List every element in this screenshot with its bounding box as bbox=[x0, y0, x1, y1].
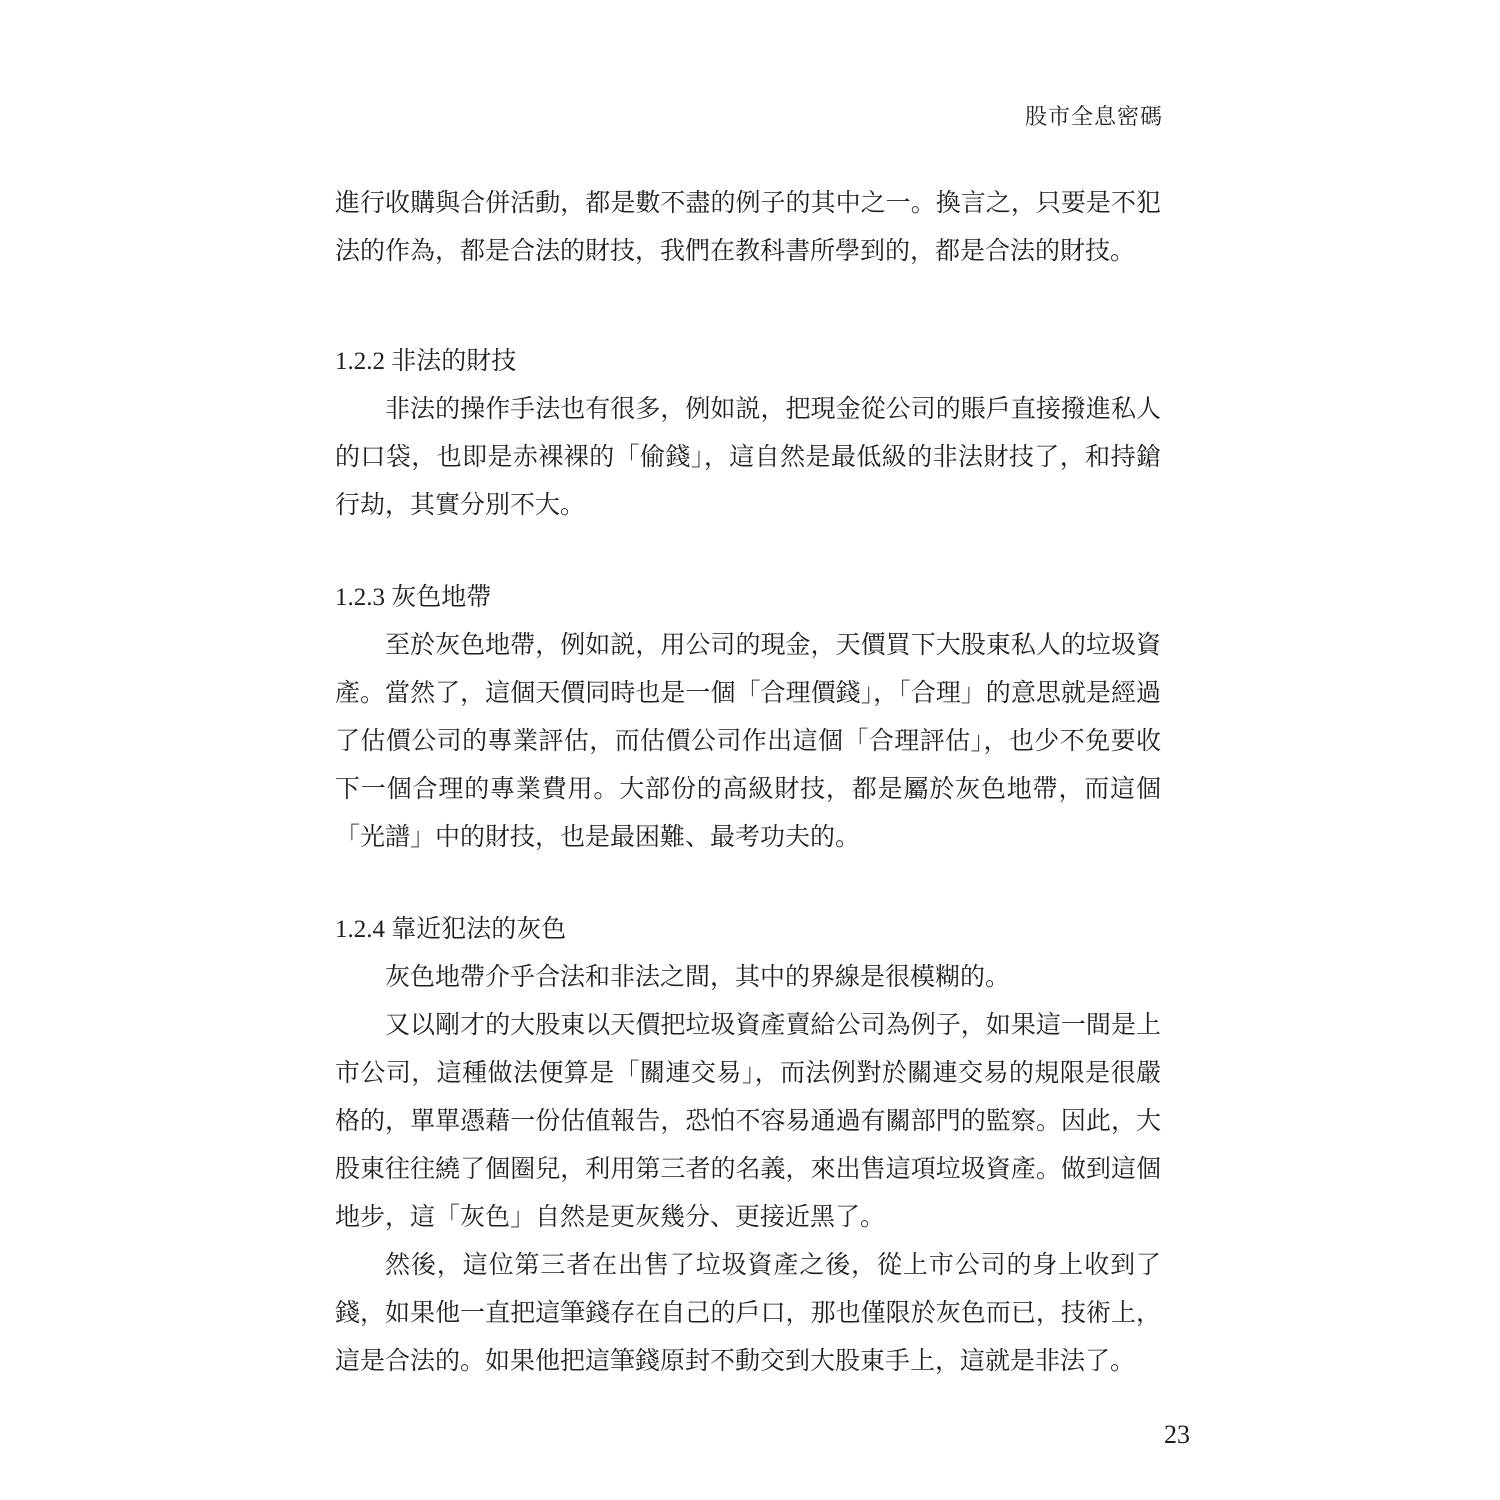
paragraph-connected-transaction: 又以剛才的大股東以天價把垃圾資產賣給公司為例子，如果這一間是上市公司，這種做法便算是「關連交易」，而法例對於關連交易的規限是很嚴格的，單單憑藉一份估值報告，恐怕不容易通過有關部門的監察。因此，大股東往往繞了個圈兒，利用第三者的名義，來出售這項垃圾資產。做到這個地步，這「灰色」自然是更灰幾分、更接近黑了。 bbox=[335, 1012, 1161, 1231]
section-heading-1-2-3: 1.2.3 灰色地帶 bbox=[335, 584, 492, 611]
paragraph-third-party-example: 然後，這位第三者在出售了垃圾資產之後，從上市公司的身上收到了錢，如果他一直把這筆錢存在自己的戶口，那也僅限於灰色而已，技術上，這是合法的。如果他把這筆錢原封不動交到大股東手上，這就是非法了。 bbox=[335, 1252, 1161, 1375]
page-number: 23 bbox=[1164, 1420, 1190, 1449]
paragraph-illegal-techniques: 非法的操作手法也有很多，例如説，把現金從公司的賬戶直接撥進私人的口袋，也即是赤裸裸的「偷錢」，這自然是最低級的非法財技了，和持鎗行劫，其實分別不大。 bbox=[335, 396, 1161, 519]
paragraph-grey-area: 至於灰色地帶，例如説，用公司的現金，天價買下大股東私人的垃圾資產。當然了，這個天價同時也是一個「合理價錢」，「合理」的意思就是經過了估價公司的專業評估，而估價公司作出這個「合理評估」，也少不免要收下一個合理的專業費用。大部份的高級財技，都是屬於灰色地帶，而這個「光譜」中的財技，也是最困難、最考功夫的。 bbox=[335, 632, 1161, 851]
text-block bbox=[335, 180, 1161, 1386]
section-heading-1-2-2: 1.2.2 非法的財技 bbox=[335, 348, 517, 375]
paragraph-grey-near-illegal-intro: 灰色地帶介乎合法和非法之間，其中的界線是很模糊的。 bbox=[385, 964, 1011, 991]
paragraph-continuation: 進行收購與合併活動，都是數不盡的例子的其中之一。換言之，只要是不犯法的作為，都是合法的財技，我們在教科書所學到的，都是合法的財技。 bbox=[335, 190, 1161, 265]
section-heading-1-2-4: 1.2.4 靠近犯法的灰色 bbox=[335, 916, 567, 943]
running-header: 股市全息密碼 bbox=[1024, 104, 1163, 129]
